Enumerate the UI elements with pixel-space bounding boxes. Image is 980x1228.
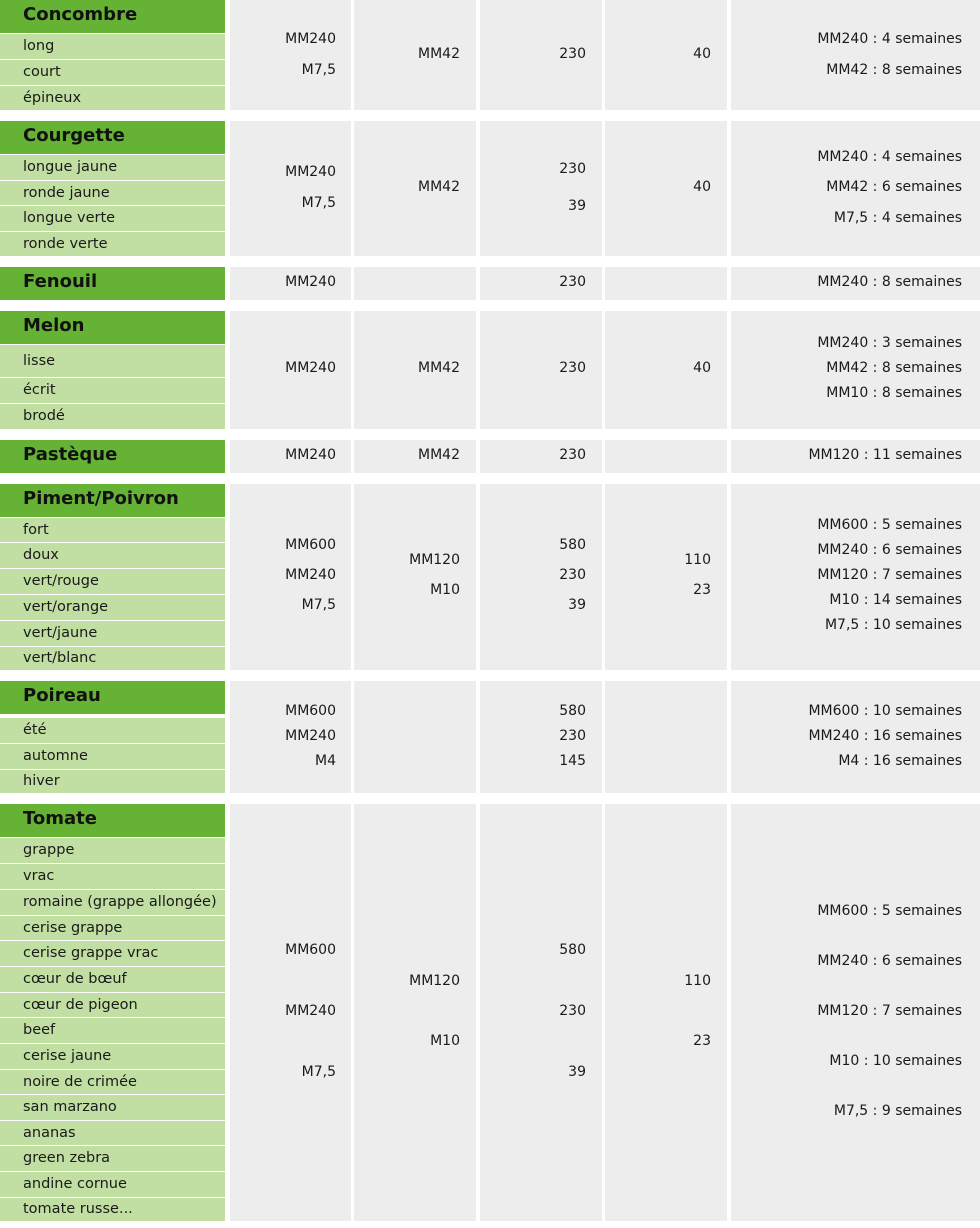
variety-row [0,404,225,429]
variety-row [0,941,225,966]
value-text: 230 [559,274,586,290]
variety-row [0,232,225,256]
value-text: M10 : 14 semaines [829,592,962,608]
value-text: 110 [684,973,711,989]
value-text: MM120 : 7 semaines [817,567,962,583]
value-text: MM240 [285,728,336,744]
value-cell-3 [480,267,602,300]
variety-name: vert/jaune [23,625,98,641]
variety-row [0,181,225,205]
value-text: 230 [559,447,586,463]
value-text: 40 [693,46,711,62]
crop-label-column [0,121,225,256]
value-text: 23 [693,1033,711,1049]
value-text: MM42 [418,179,460,195]
value-text: 230 [559,161,586,177]
value-cell-3 [480,0,602,110]
value-cell-5 [731,484,980,670]
value-cell-3 [480,484,602,670]
value-text: MM42 [418,447,460,463]
value-text: M10 [430,582,460,598]
crop-name: Concombre [23,4,138,25]
variety-name: cœur de pigeon [23,997,138,1013]
variety-name: cerise jaune [23,1048,112,1064]
variety-row [0,770,225,793]
value-text: MM600 : 5 semaines [817,903,962,919]
variety-name: vert/blanc [23,650,97,666]
crop-header [0,804,225,837]
value-cell-2 [354,311,476,429]
value-text: M4 : 16 semaines [838,753,962,769]
variety-name: san marzano [23,1099,117,1115]
variety-name: noire de crimée [23,1074,137,1090]
crop-group [0,0,980,110]
variety-name: andine cornue [23,1176,127,1192]
value-cell-4 [605,311,727,429]
value-text: MM42 : 8 semaines [826,360,962,376]
crop-label-column [0,267,225,300]
variety-name: doux [23,547,59,563]
variety-name: vrac [23,868,55,884]
crop-name: Tomate [23,808,97,829]
crop-header [0,0,225,33]
variety-row [0,1146,225,1171]
value-text: MM42 : 6 semaines [826,179,962,195]
value-text: M10 : 10 semaines [829,1053,962,1069]
crop-group [0,311,980,429]
variety-row [0,345,225,377]
variety-row [0,86,225,110]
value-text: 230 [559,46,586,62]
variety-name: vert/rouge [23,573,99,589]
crop-label-column [0,0,225,110]
value-text: MM240 [285,1003,336,1019]
variety-row [0,569,225,594]
variety-row [0,60,225,85]
variety-name: ronde jaune [23,185,110,201]
value-text: MM42 [418,46,460,62]
crop-name: Fenouil [23,271,98,292]
value-text: MM240 [285,164,336,180]
variety-row [0,595,225,620]
value-text: M7,5 : 9 semaines [833,1103,962,1119]
variety-row [0,34,225,59]
value-cell-1 [230,804,351,1221]
value-text: MM240 : 4 semaines [817,31,962,47]
value-text: M4 [315,753,336,769]
variety-row [0,1044,225,1069]
variety-name: lisse [23,353,56,369]
value-text: 230 [559,567,586,583]
variety-name: hiver [23,773,60,789]
variety-name: ronde verte [23,236,108,252]
variety-row [0,1070,225,1094]
crop-header [0,267,225,300]
value-cell-4 [605,267,727,300]
value-text: 39 [568,597,586,613]
value-text: 40 [693,360,711,376]
crop-label-column [0,311,225,429]
variety-row [0,647,225,670]
value-cell-3 [480,440,602,473]
value-text: 145 [559,753,586,769]
variety-name: longue verte [23,210,116,226]
variety-name: romaine (grappe allongée) [23,894,217,910]
value-text: M10 [430,1033,460,1049]
variety-row [0,1172,225,1197]
value-text: 230 [559,1003,586,1019]
crop-label-column [0,484,225,670]
value-cell-3 [480,681,602,793]
value-text: 580 [559,703,586,719]
value-text: 39 [568,1064,586,1080]
value-text: MM42 [418,360,460,376]
value-cell-5 [731,267,980,300]
value-cell-3 [480,804,602,1221]
value-text: M7,5 : 10 semaines [824,617,962,633]
variety-name: été [23,722,47,738]
crop-group [0,681,980,793]
value-text: M7,5 [301,62,336,78]
crop-name: Melon [23,315,85,336]
value-text: MM240 : 16 semaines [808,728,962,744]
variety-name: tomate russe... [23,1201,133,1217]
variety-row [0,718,225,743]
value-text: MM10 : 8 semaines [826,385,962,401]
variety-name: beef [23,1022,56,1038]
variety-name: fort [23,522,49,538]
value-cell-1 [230,681,351,793]
variety-name: ananas [23,1125,76,1141]
value-text: MM120 : 7 semaines [817,1003,962,1019]
crop-header [0,681,225,714]
value-cell-5 [731,804,980,1221]
variety-row [0,155,225,180]
value-text: MM600 : 5 semaines [817,517,962,533]
crop-header [0,311,225,344]
crop-label-column [0,804,225,1221]
value-text: 580 [559,942,586,958]
value-text: M7,5 : 4 semaines [833,210,962,226]
value-text: MM120 : 11 semaines [808,447,962,463]
variety-name: court [23,64,61,80]
variety-row [0,206,225,231]
value-cell-5 [731,121,980,256]
value-cell-2 [354,267,476,300]
value-cell-2 [354,681,476,793]
value-text: 580 [559,537,586,553]
value-cell-4 [605,681,727,793]
variety-name: long [23,38,55,54]
variety-name: cœur de bœuf [23,971,127,987]
value-text: MM240 [285,360,336,376]
variety-name: longue jaune [23,159,118,175]
variety-row [0,621,225,646]
crop-name: Courgette [23,125,125,146]
variety-name: cerise grappe [23,920,123,936]
variety-row [0,916,225,940]
crop-group [0,267,980,300]
value-text: M7,5 [301,195,336,211]
value-cell-4 [605,440,727,473]
crop-group [0,484,980,670]
value-cell-2 [354,440,476,473]
value-cell-1 [230,484,351,670]
variety-name: épineux [23,90,82,106]
value-text: MM240 : 4 semaines [817,149,962,165]
crop-group [0,121,980,256]
value-text: 39 [568,198,586,214]
value-cell-5 [731,681,980,793]
value-text: MM240 : 6 semaines [817,953,962,969]
value-cell-5 [731,440,980,473]
variety-row [0,744,225,769]
variety-row [0,838,225,863]
variety-name: vert/orange [23,599,109,615]
value-cell-1 [230,0,351,110]
variety-row [0,378,225,403]
crop-name: Pastèque [23,444,118,465]
value-text: MM600 [285,537,336,553]
value-text: 230 [559,360,586,376]
value-text: MM240 [285,447,336,463]
value-text: MM120 [409,973,460,989]
crop-name: Piment/Poivron [23,488,179,509]
variety-row [0,1121,225,1145]
crop-header [0,440,225,473]
value-cell-4 [605,484,727,670]
value-cell-1 [230,440,351,473]
value-text: MM240 : 3 semaines [817,335,962,351]
value-text: 40 [693,179,711,195]
value-cell-4 [605,121,727,256]
variety-name: écrit [23,382,56,398]
value-cell-3 [480,121,602,256]
crop-group [0,804,980,1221]
value-cell-1 [230,267,351,300]
crop-group [0,440,980,473]
variety-row [0,518,225,542]
variety-row [0,1198,225,1221]
value-text: MM240 [285,31,336,47]
value-text: M7,5 [301,597,336,613]
value-text: MM42 : 8 semaines [826,62,962,78]
variety-row [0,864,225,889]
value-text: M7,5 [301,1064,336,1080]
variety-name: automne [23,748,88,764]
value-cell-4 [605,804,727,1221]
variety-row [0,993,225,1017]
value-text: MM600 [285,942,336,958]
crop-name: Poireau [23,685,101,706]
value-text: 230 [559,728,586,744]
crop-label-column [0,681,225,793]
value-cell-3 [480,311,602,429]
variety-name: green zebra [23,1150,111,1166]
variety-row [0,890,225,915]
value-cell-1 [230,311,351,429]
value-cell-2 [354,484,476,670]
variety-name: cerise grappe vrac [23,945,159,961]
variety-name: brodé [23,408,65,424]
crop-header [0,484,225,517]
value-text: 110 [684,552,711,568]
variety-row [0,1018,225,1043]
value-cell-4 [605,0,727,110]
value-cell-1 [230,121,351,256]
value-text: MM600 : 10 semaines [808,703,962,719]
variety-row [0,967,225,992]
value-text: MM240 [285,567,336,583]
value-cell-2 [354,121,476,256]
crop-label-column [0,440,225,473]
value-cell-5 [731,311,980,429]
value-text: 23 [693,582,711,598]
value-cell-5 [731,0,980,110]
value-cell-2 [354,0,476,110]
value-text: MM240 : 6 semaines [817,542,962,558]
value-text: MM240 : 8 semaines [817,274,962,290]
value-text: MM120 [409,552,460,568]
variety-row [0,1095,225,1120]
variety-name: grappe [23,842,75,858]
crop-header [0,121,225,154]
value-text: MM600 [285,703,336,719]
value-text: MM240 [285,274,336,290]
variety-row [0,543,225,568]
value-cell-2 [354,804,476,1221]
